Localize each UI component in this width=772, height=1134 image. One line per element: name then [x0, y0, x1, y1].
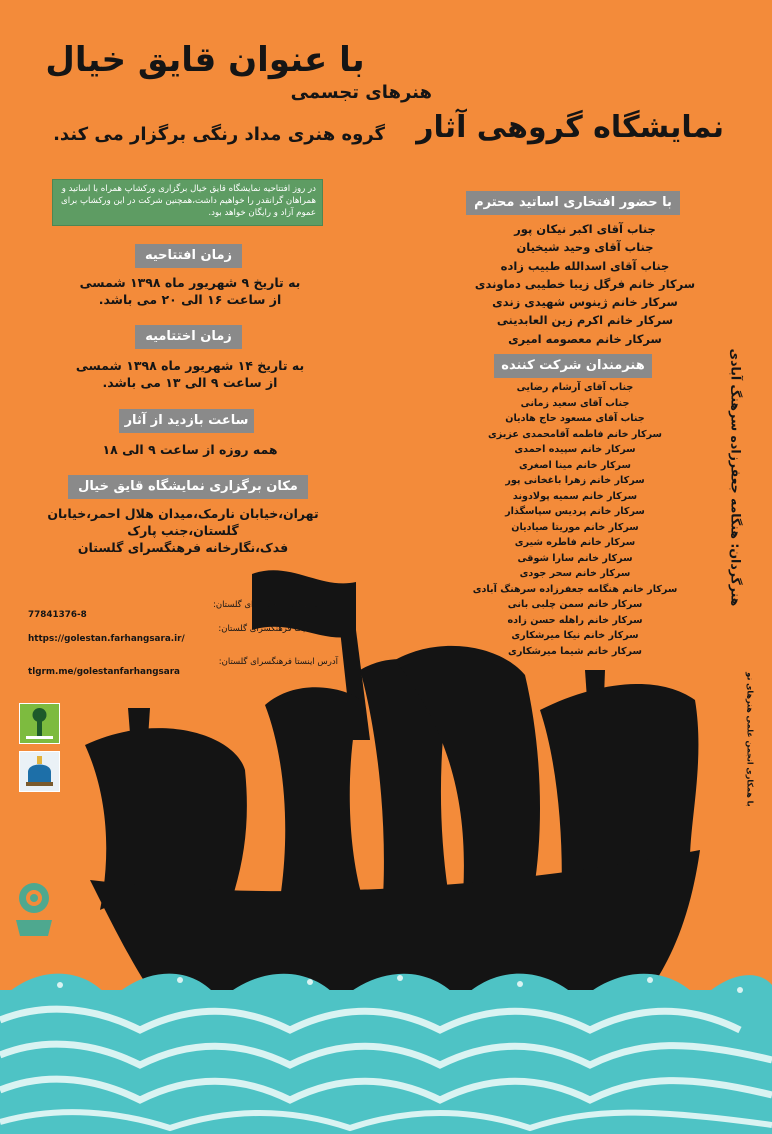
list-item: سرکار خانم سحر جودی: [519, 568, 631, 579]
emblem-icon: [10, 880, 58, 938]
opening-date: به تاریخ ۹ شهریور ماه ۱۳۹۸ شمسی: [79, 275, 301, 290]
list-item: سرکار خانم سپیده احمدی: [514, 444, 636, 455]
list-item: جناب آقای اکبر نیکان پور: [514, 222, 656, 236]
closing-date: به تاریخ ۱۴ شهریور ماه ۱۳۹۸ شمسی: [75, 358, 305, 373]
list-item: سرکار خانم هنگامه جعفرزاده سرهنگ آبادی: [472, 583, 678, 595]
producer-credit: هنرگردان: هنگامه جعفرزاده سرهنگ آبادی: [728, 348, 744, 607]
list-item: سرکار خانم راهله حسن زاده: [507, 614, 643, 626]
exhibition-subtitle: هنرهای تجسمی: [290, 82, 432, 103]
visiting-heading: ساعت بازدید از آثار: [119, 409, 254, 433]
list-item: سرکار خانم فاطره شیری: [514, 537, 636, 548]
contact-phone-value: 77841376-8: [28, 610, 87, 620]
list-item: سرکار خانم نیکا میرشکاری: [511, 630, 639, 641]
venue-address-line1: تهران،خیابان نارمک،میدان هلال احمر،خیابان گلستان،جنب پارک: [47, 506, 319, 538]
workshop-notice: در روز افتتاحیه نمایشگاه قایق خیال برگزاری ورکشاپ همراه با اساتید و همراهان گرانقدر را خواهیم داشت،همچنین شرکت در این ورکشاپ برای عموم آزاد و رایگان خواهد بود.: [52, 179, 323, 226]
closing-hours: از ساعت ۹ الی ۱۳ می باشد.: [102, 375, 278, 390]
list-item: سرکار خانم شیما میرشکاری: [508, 645, 642, 657]
art-association-logo: [10, 880, 58, 938]
venue-heading: مکان برگزاری نمایشگاه قایق خیال: [68, 475, 308, 499]
venue-address: [18, 505, 348, 556]
contact-phone: [28, 600, 338, 620]
list-item: جناب آقای آرشام رضایی: [516, 382, 634, 393]
organizer-line: گروه هنری مداد رنگی برگزار می کند.: [53, 124, 385, 145]
list-item: جناب آقای سعید زمانی: [520, 397, 630, 409]
exhibition-name: با عنوان قایق خیال: [45, 40, 365, 80]
closing-details: [40, 357, 340, 391]
list-item: سرکار خانم موریتا صیادیان: [511, 521, 639, 533]
masters-list: [460, 220, 710, 348]
list-item: جناب آقای وحید شیخیان: [516, 240, 654, 255]
list-item: سرکار خانم سارا شوقی: [517, 552, 633, 564]
contact-insta-label: آدرس اینستا فرهنگسرای گلستان:: [218, 657, 338, 667]
collaboration-credit: با همکاری انجمن علمی هنرهای نو: [745, 672, 755, 807]
venue-address-line2: فدک،نگارخانه فرهنگسرای گلستان: [77, 540, 289, 555]
artists-list: [455, 380, 695, 659]
opening-hours: از ساعت ۱۶ الی ۲۰ می باشد.: [98, 292, 282, 307]
exhibition-title: نمایشگاه گروهی آثار: [416, 110, 724, 145]
contact-site-label: آدرس سایت فرهنگسرای گلستان:: [218, 624, 338, 634]
visiting-hours: همه روزه از ساعت ۹ الی ۱۸: [102, 442, 278, 457]
list-item: سرکار خانم فرگل زیبا خطیبی دماوندی: [474, 276, 696, 291]
list-item: جناب آقای مسعود حاج هادیان: [505, 413, 645, 424]
golestan-logo: [19, 703, 60, 744]
opening-details: [40, 274, 340, 308]
opening-heading: زمان افتتاحیه: [135, 244, 242, 268]
closing-heading: زمان اختتامیه: [135, 325, 242, 349]
tree-icon: [20, 704, 59, 743]
list-item: سرکار خانم معصومه امیری: [508, 331, 662, 346]
contact-insta: [28, 657, 338, 677]
list-item: سرکار خانم ژینوس شهیدی زندی: [492, 295, 678, 310]
contact-site: [28, 624, 338, 644]
list-item: سرکار خانم زهرا باغخانی پور: [505, 475, 645, 486]
contact-site-link[interactable]: https://golestan.farhangsara.ir/: [28, 634, 185, 644]
list-item: سرکار خانم فاطمه آقامحمدی عزیزی: [488, 428, 662, 440]
list-item: سرکار خانم سمن چلبی بانی: [507, 599, 643, 610]
list-item: سرکار خانم سمیه پولادوند: [512, 490, 638, 502]
list-item: جناب آقای اسدالله طبیب زاده: [500, 258, 670, 273]
contact-insta-link[interactable]: tlgrm.me/golestanfarhangsara: [28, 667, 180, 677]
artists-heading: هنرمندان شرکت کننده: [494, 354, 652, 378]
dome-icon: [20, 752, 59, 791]
farhangsara-logo: [19, 751, 60, 792]
contact-phone-label: راه ارتباطی با فرهنگسرای گلستان:: [212, 600, 338, 610]
list-item: سرکار خانم پردیس سپاسگذار: [505, 506, 645, 517]
sea-waves: [0, 960, 772, 1134]
masters-heading: با حضور افتخاری اساتید محترم: [466, 191, 680, 215]
list-item: سرکار خانم اکرم زین العابدینی: [496, 313, 674, 328]
list-item: سرکار خانم مینا اصغری: [519, 459, 631, 471]
